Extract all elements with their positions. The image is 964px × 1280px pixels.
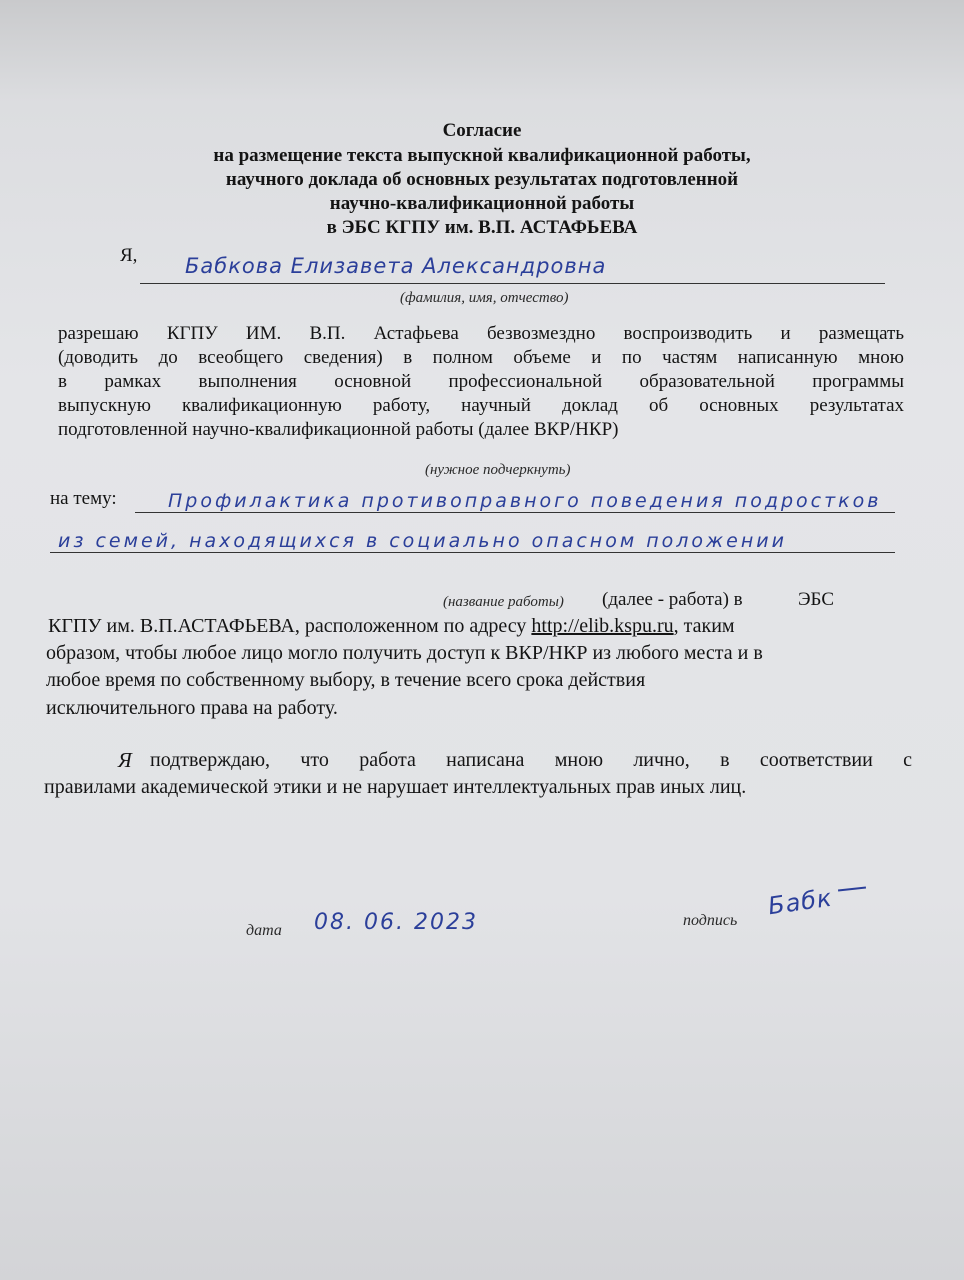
placement-line-4: исключительного права на работу. — [46, 697, 338, 719]
ebs-label: ЭБС — [798, 589, 834, 610]
topic-line-1-handwritten: Профилактика противоправного поведения подростков — [168, 490, 882, 512]
topic-underline-1 — [135, 512, 895, 513]
topic-underline-2 — [50, 552, 895, 553]
name-underline — [140, 283, 885, 284]
signature-label: подпись — [683, 912, 738, 929]
ya-prefix: Я, — [120, 245, 138, 266]
topic-after-caption: (далее - работа) в — [602, 589, 743, 610]
placement-line-1 — [48, 614, 735, 638]
doc-title: Согласие — [442, 120, 522, 141]
confirmation-line-1: подтверждаю, что работа написана мною лично, в соответствии с — [150, 749, 912, 771]
date-handwritten: 08. 06. 2023 — [314, 910, 478, 935]
signature-stroke — [838, 887, 866, 892]
permission-line-5: подготовленной научно-квалификационной работы (далее ВКР/НКР) — [58, 419, 619, 440]
confirmation-ya: Я — [118, 748, 132, 772]
doc-subtitle-1: на размещение текста выпускной квалификационной работы, — [213, 145, 751, 166]
doc-subtitle-4: в ЭБС КГПУ им. В.П. АСТАФЬЕВА — [326, 217, 638, 238]
placement-line-3: любое время по собственному выбору, в течение всего срока действия — [46, 669, 646, 691]
person-name-handwritten: Бабкова Елизавета Александровна — [185, 254, 607, 278]
underline-caption: (нужное подчеркнуть) — [425, 462, 571, 478]
permission-line-3: в рамках выполнения основной профессиональной образовательной программы — [58, 371, 904, 392]
permission-line-1: разрешаю КГПУ ИМ. В.П. Астафьева безвозмездно воспроизводить и размещать — [58, 323, 904, 344]
placement-line-2: образом, чтобы любое лицо могло получить доступ к ВКР/НКР из любого места и в — [46, 642, 763, 664]
name-caption: (фамилия, имя, отчество) — [400, 290, 569, 306]
doc-subtitle-2: научного доклада об основных результатах подготовленной — [225, 169, 739, 190]
title-caption: (название работы) — [443, 594, 564, 610]
signature-handwritten: Бабк — [766, 883, 835, 921]
placement-text-tail: , таким — [673, 615, 735, 637]
doc-subtitle-3: научно-квалификационной работы — [329, 193, 635, 214]
date-label: дата — [246, 922, 282, 939]
confirmation-line-2: правилами академической этики и не нарушает интеллектуальных прав иных лиц. — [44, 776, 747, 798]
elib-link[interactable]: http://elib.kspu.ru — [531, 615, 674, 637]
permission-line-4: выпускную квалификационную работу, научный доклад об основных результатах — [58, 395, 904, 416]
topic-line-2-handwritten: из семей, находящихся в социально опасном положении — [58, 530, 787, 552]
placement-text: КГПУ им. В.П.АСТАФЬЕВА, расположенном по адресу — [48, 615, 527, 637]
topic-label: на тему: — [50, 488, 117, 509]
permission-line-2: (доводить до всеобщего сведения) в полном объеме и по частям написанную мною — [58, 347, 904, 368]
